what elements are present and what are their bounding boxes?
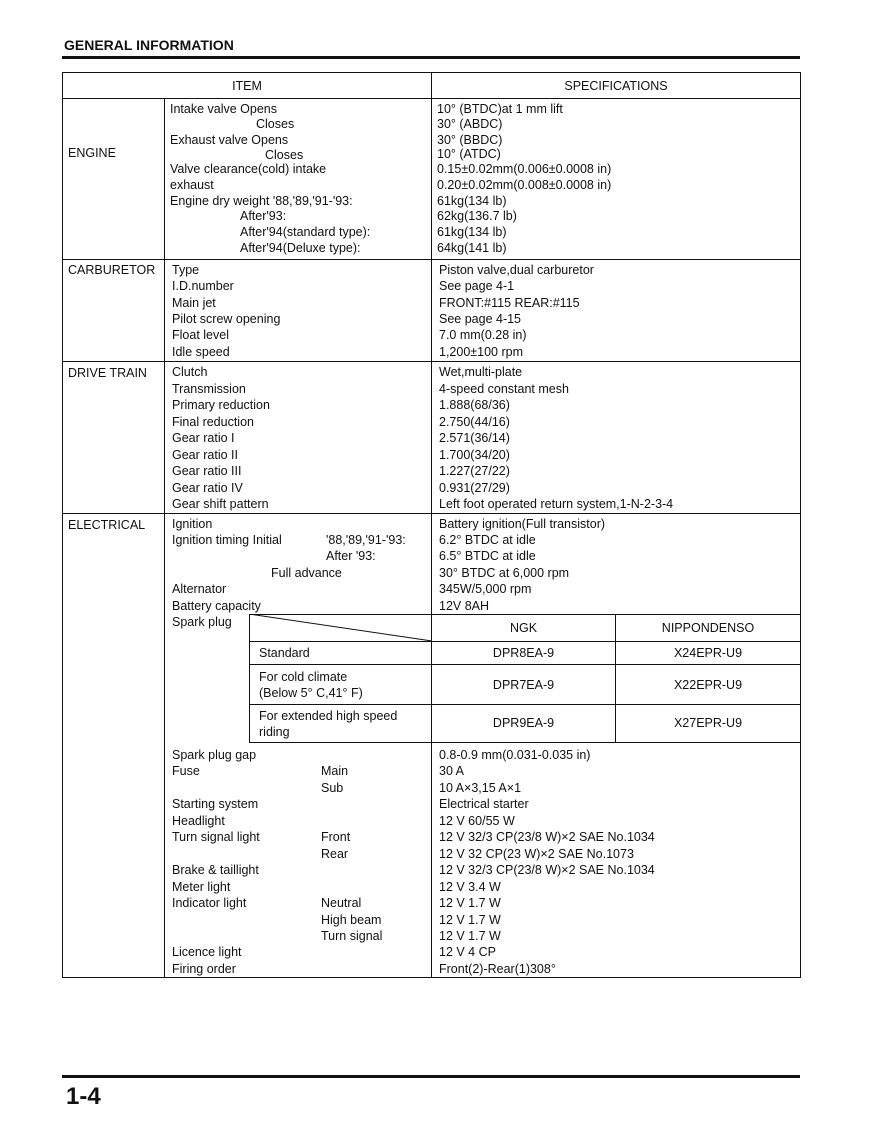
- electrical-subitem: Neutral: [321, 896, 362, 910]
- engine-spec: 61kg(134 lb): [437, 194, 507, 208]
- electrical-spec: 12 V 32/3 CP(23/8 W)×2 SAE No.1034: [439, 830, 655, 844]
- spark-row-type-detail: riding: [259, 725, 290, 739]
- carburetor-spec: See page 4-15: [439, 312, 522, 326]
- section-divider-drive: [62, 361, 801, 362]
- spark-brand-ngk: NGK: [509, 621, 538, 635]
- spark-row-nd: X22EPR-U9: [673, 678, 743, 692]
- engine-item: Exhaust valve Opens: [170, 133, 289, 147]
- engine-spec: 62kg(136.7 lb): [437, 209, 517, 223]
- carburetor-spec: See page 4-1: [439, 279, 515, 293]
- carburetor-item: I.D.number: [172, 279, 234, 293]
- electrical-subitem: Turn signal: [321, 929, 383, 943]
- spark-row-nd: X24EPR-U9: [673, 646, 743, 660]
- engine-spec: 0.20±0.02mm(0.008±0.0008 in): [437, 178, 612, 192]
- drive-train-spec: 1.888(68/36): [439, 398, 510, 412]
- group-item-divider: [164, 98, 165, 978]
- table-border-right: [800, 72, 801, 978]
- drive-train-item: Gear ratio I: [172, 431, 235, 445]
- item-spec-divider: [431, 72, 432, 978]
- drive-train-spec: 4-speed constant mesh: [439, 382, 569, 396]
- electrical-item: Brake & taillight: [172, 863, 259, 877]
- full-advance-label: Full advance: [271, 566, 342, 580]
- engine-spec: 30° (ABDC): [437, 117, 503, 131]
- alternator-spec: 345W/5,000 rpm: [439, 582, 532, 596]
- electrical-spec: 12 V 32/3 CP(23/8 W)×2 SAE No.1034: [439, 863, 655, 877]
- timing-spec: 6.5° BTDC at idle: [439, 549, 536, 563]
- electrical-item: Starting system: [172, 797, 259, 811]
- engine-spec: 30° (BBDC): [437, 133, 503, 147]
- engine-item: Closes: [256, 117, 295, 131]
- electrical-spec: 12 V 1.7 W: [439, 929, 501, 943]
- electrical-spec: Front(2)-Rear(1)308°: [439, 962, 556, 976]
- electrical-item: Headlight: [172, 814, 225, 828]
- carburetor-item: Main jet: [172, 296, 216, 310]
- spark-row-type: Standard: [259, 646, 310, 660]
- spark-row-type: For cold climate: [259, 670, 348, 684]
- electrical-spec: 12 V 1.7 W: [439, 896, 501, 910]
- carburetor-spec: Piston valve,dual carburetor: [439, 263, 594, 277]
- carburetor-item: Idle speed: [172, 345, 230, 359]
- electrical-spec: 12 V 1.7 W: [439, 913, 501, 927]
- timing-spec: 30° BTDC at 6,000 rpm: [439, 566, 570, 580]
- col-header-item: ITEM: [232, 79, 262, 93]
- spark-table-row-divider: [249, 664, 801, 665]
- drive-train-item: Clutch: [172, 365, 208, 379]
- electrical-item: Fuse: [172, 764, 200, 778]
- table-border-left: [62, 72, 63, 978]
- electrical-spec: 0.8-0.9 mm(0.031-0.035 in): [439, 748, 591, 762]
- engine-item: exhaust: [170, 178, 214, 192]
- spark-table-bottom: [249, 742, 801, 743]
- spark-row-nd: X27EPR-U9: [673, 716, 743, 730]
- electrical-subitem: High beam: [321, 913, 382, 927]
- spark-row-type-detail: (Below 5° C,41° F): [259, 686, 363, 700]
- ignition-spec: Battery ignition(Full transistor): [439, 517, 606, 531]
- spark-row-type: For extended high speed: [259, 709, 398, 723]
- drive-train-spec: 1.227(27/22): [439, 464, 510, 478]
- engine-item: After'94(standard type):: [240, 225, 371, 239]
- ignition-label: Ignition: [172, 517, 213, 531]
- spark-plug-label: Spark plug: [172, 615, 232, 629]
- page-number: 1-4: [66, 1083, 101, 1110]
- group-label-carburetor: CARBURETOR: [68, 263, 156, 277]
- engine-spec: 10° (BTDC)at 1 mm lift: [437, 102, 563, 116]
- engine-spec: 10° (ATDC): [437, 147, 501, 161]
- spark-row-ngk: DPR7EA-9: [492, 678, 555, 692]
- drive-train-spec: 0.931(27/29): [439, 481, 510, 495]
- spark-table-diagonal: [249, 614, 432, 642]
- electrical-spec: 10 A×3,15 A×1: [439, 781, 522, 795]
- group-label-engine: ENGINE: [68, 146, 116, 160]
- header-rule: [62, 56, 800, 59]
- drive-train-item: Transmission: [172, 382, 246, 396]
- electrical-subitem: Main: [321, 764, 349, 778]
- drive-train-spec: 1.700(34/20): [439, 448, 510, 462]
- ignition-timing-label: Ignition timing Initial: [172, 533, 282, 547]
- engine-item: Valve clearance(cold) intake: [170, 162, 327, 176]
- timing-after93: After '93:: [326, 549, 376, 563]
- carburetor-spec: FRONT:#115 REAR:#115: [439, 296, 580, 310]
- engine-item: Intake valve Opens: [170, 102, 278, 116]
- drive-train-spec: Wet,multi-plate: [439, 365, 523, 379]
- engine-spec: 64kg(141 lb): [437, 241, 507, 255]
- battery-label: Battery capacity: [172, 599, 261, 613]
- electrical-item: Turn signal light: [172, 830, 260, 844]
- electrical-item: Licence light: [172, 945, 242, 959]
- electrical-spec: 12 V 3.4 W: [439, 880, 501, 894]
- col-header-spec: SPECIFICATIONS: [564, 79, 668, 93]
- electrical-item: Meter light: [172, 880, 231, 894]
- carburetor-item: Pilot screw opening: [172, 312, 281, 326]
- electrical-item: Indicator light: [172, 896, 247, 910]
- footer-rule: [62, 1075, 800, 1078]
- battery-spec: 12V 8AH: [439, 599, 490, 613]
- electrical-spec: 12 V 60/55 W: [439, 814, 515, 828]
- section-divider-carb: [62, 259, 801, 260]
- electrical-spec: 12 V 4 CP: [439, 945, 496, 959]
- engine-spec: 0.15±0.02mm(0.006±0.0008 in): [437, 162, 612, 176]
- drive-train-spec: 2.750(44/16): [439, 415, 510, 429]
- engine-item: Closes: [265, 148, 304, 162]
- drive-train-spec: Left foot operated return system,1-N-2-3-4: [439, 497, 674, 511]
- spark-table-row-divider: [249, 704, 801, 705]
- spark-row-ngk: DPR9EA-9: [492, 716, 555, 730]
- drive-train-item: Gear ratio II: [172, 448, 238, 462]
- engine-item: Engine dry weight '88,'89,'91-'93:: [170, 194, 353, 208]
- carburetor-item: Float level: [172, 328, 229, 342]
- drive-train-item: Primary reduction: [172, 398, 270, 412]
- group-label-electrical: ELECTRICAL: [68, 518, 146, 532]
- electrical-subitem: Front: [321, 830, 351, 844]
- carburetor-spec: 7.0 mm(0.28 in): [439, 328, 527, 342]
- spark-row-ngk: DPR8EA-9: [492, 646, 555, 660]
- engine-item: After'94(Deluxe type):: [240, 241, 361, 255]
- group-label-drive-train: DRIVE TRAIN: [68, 366, 147, 380]
- electrical-item: Spark plug gap: [172, 748, 257, 762]
- timing-years: '88,'89,'91-'93:: [326, 533, 406, 547]
- engine-spec: 61kg(134 lb): [437, 225, 507, 239]
- carburetor-item: Type: [172, 263, 200, 277]
- section-divider-elec: [62, 513, 801, 514]
- electrical-subitem: Rear: [321, 847, 349, 861]
- electrical-subitem: Sub: [321, 781, 344, 795]
- drive-train-item: Gear shift pattern: [172, 497, 269, 511]
- drive-train-spec: 2.571(36/14): [439, 431, 510, 445]
- drive-train-item: Gear ratio IV: [172, 481, 243, 495]
- drive-train-item: Final reduction: [172, 415, 254, 429]
- timing-spec: 6.2° BTDC at idle: [439, 533, 536, 547]
- engine-item: After'93:: [240, 209, 287, 223]
- electrical-spec: 12 V 32 CP(23 W)×2 SAE No.1073: [439, 847, 634, 861]
- drive-train-item: Gear ratio III: [172, 464, 242, 478]
- carburetor-spec: 1,200±100 rpm: [439, 345, 523, 359]
- electrical-spec: 30 A: [439, 764, 465, 778]
- spark-brand-nippondenso: NIPPONDENSO: [661, 621, 755, 635]
- electrical-spec: Electrical starter: [439, 797, 529, 811]
- page-header-title: GENERAL INFORMATION: [64, 37, 234, 53]
- alternator-label: Alternator: [172, 582, 227, 596]
- electrical-item: Firing order: [172, 962, 236, 976]
